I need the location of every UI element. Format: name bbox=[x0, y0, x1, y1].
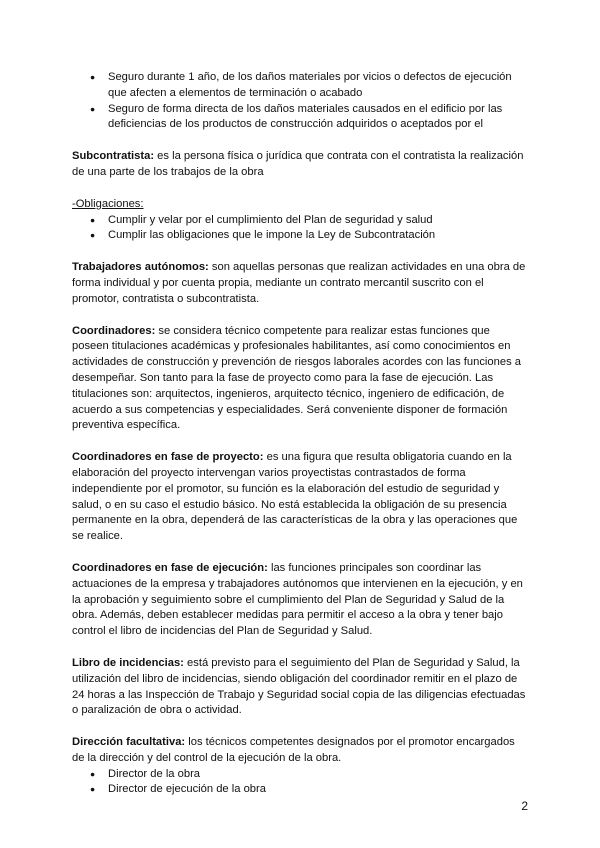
coord-ejecucion-text: las funciones principales son coordinar las actuaciones de la empresa y trabajadores autónomos que intervienen en la ejecución, y en la aprobación y seguimiento sobre el cumplimiento del Plan de Seguridad y Salud de la obra. Además, deben establecer medidas para permitir el acceso a la obra y tener bajo control el libro de incidencias del Plan de Seguridad y Salud. bbox=[72, 561, 523, 638]
libro-term: Libro de incidencias: bbox=[72, 656, 184, 669]
trabajadores-term: Trabajadores autónomos: bbox=[72, 261, 209, 274]
libro-text: está previsto para el seguimiento del Plan de Seguridad y Salud, la utilización del libro de incidencias, siendo obligación del coordinador remitir en el plazo de 24 horas a las Inspección de Trabajo y Seguridad social copia de las diligencias efectuadas o paralización de obra o actividad. bbox=[72, 656, 526, 717]
coordinadores-text: se considera técnico competente para realizar estas funciones que poseen titulaciones académicas y profesionales habilitantes, así como conocimientos en actividades de construcción y prevención de riesgos laborales acordes con las funciones a desempeñar. Son tanto para la fase de proyecto como para la fase de ejecución. Las titulaciones son: arquitectos, ingenieros, arquitecto técnico, ingeniero de edificación, de acuerdo a sus competencias y especialidades. Será conveniente disponer de formación preventiva específica. bbox=[72, 324, 522, 432]
direccion-term: Dirección facultativa: bbox=[72, 736, 186, 749]
coord-ejecucion-paragraph bbox=[72, 561, 528, 640]
list-item: ● Director de ejecución de la obra bbox=[108, 782, 528, 798]
coord-proyecto-paragraph bbox=[72, 450, 528, 545]
coordinadores-paragraph bbox=[72, 324, 528, 435]
list-item: ● Seguro de forma directa de los daños materiales causados en el edificio por las deficiencias de los productos de construcción adquiridos o aceptados por el bbox=[108, 102, 528, 134]
coord-proyecto-term: Coordinadores en fase de proyecto: bbox=[72, 451, 264, 464]
trabajadores-paragraph bbox=[72, 260, 528, 307]
obligations-title bbox=[72, 197, 528, 213]
obligations-heading: -Obligaciones: bbox=[72, 197, 144, 210]
direccion-list bbox=[72, 767, 528, 799]
coord-ejecucion-term: Coordinadores en fase de ejecución: bbox=[72, 561, 268, 574]
list-item: ● Director de la obra bbox=[108, 767, 528, 783]
coordinadores-term: Coordinadores: bbox=[72, 324, 156, 337]
libro-paragraph bbox=[72, 656, 528, 719]
obligations-list bbox=[72, 213, 528, 245]
page-number: 2 bbox=[521, 799, 528, 813]
direccion-paragraph bbox=[72, 735, 528, 767]
insurance-list bbox=[72, 70, 528, 133]
direccion-text: los técnicos competentes designados por el promotor encargados de la dirección y del control de la ejecución de la obra. bbox=[72, 736, 515, 764]
list-item: ● Cumplir las obligaciones que le impone la Ley de Subcontratación bbox=[108, 228, 528, 244]
trabajadores-text: son aquellas personas que realizan actividades en una obra de forma individual y por cuenta propia, mediante un contrato mercantil suscrito con el promotor, contratista o subcontratista. bbox=[72, 261, 526, 305]
subcontratista-paragraph bbox=[72, 149, 528, 181]
list-item: ● Cumplir y velar por el cumplimiento del Plan de seguridad y salud bbox=[108, 213, 528, 229]
subcontratista-term: Subcontratista: bbox=[72, 150, 155, 163]
list-item: ● Seguro durante 1 año, de los daños materiales por vicios o defectos de ejecución que afecten a elementos de terminación o acabado bbox=[108, 70, 528, 102]
coord-proyecto-text: es una figura que resulta obligatoria cuando en la elaboración del proyecto intervengan varios proyectistas contrastados de forma independiente por el promotor, su función es la elaboración del estudio de seguridad y salud, o en su caso el estudio básico. No está establecida la obligación de su presencia permanente en la obra, dependerá de las características de la obra y las operaciones que se realice. bbox=[72, 451, 518, 543]
subcontratista-text: es la persona física o jurídica que contrata con el contratista la realización de una parte de los trabajos de la obra bbox=[72, 150, 524, 178]
